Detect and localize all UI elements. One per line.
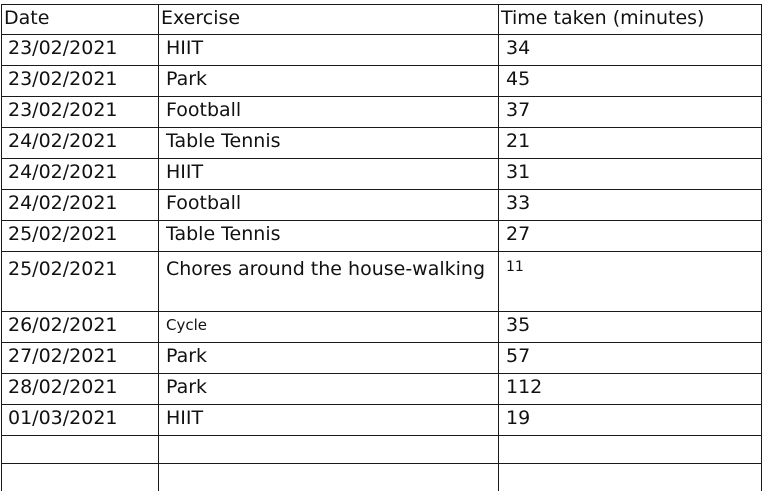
date-cell: 24/02/2021 xyxy=(2,128,159,159)
exercise-cell xyxy=(159,464,499,491)
exercise-cell: Park xyxy=(159,343,499,374)
exercise-cell: Chores around the house-walking xyxy=(159,252,499,312)
date-cell: 26/02/2021 xyxy=(2,312,159,343)
table-row xyxy=(2,159,762,190)
exercise-cell: HIIT xyxy=(159,405,499,436)
date-cell: 24/02/2021 xyxy=(2,159,159,190)
table-row xyxy=(2,190,762,221)
date-cell: 01/03/2021 xyxy=(2,405,159,436)
time-cell: 31 xyxy=(499,159,762,190)
time-cell: 35 xyxy=(499,312,762,343)
exercise-cell: Football xyxy=(159,97,499,128)
empty-table-row xyxy=(2,464,762,491)
time-cell: 11 xyxy=(499,252,762,312)
exercise-cell: HIIT xyxy=(159,35,499,66)
time-cell: 112 xyxy=(499,374,762,405)
table-row xyxy=(2,312,762,343)
table-row xyxy=(2,374,762,405)
date-cell: 23/02/2021 xyxy=(2,97,159,128)
date-cell: 24/02/2021 xyxy=(2,190,159,221)
date-cell: 23/02/2021 xyxy=(2,66,159,97)
table-row xyxy=(2,128,762,159)
exercise-cell: Park xyxy=(159,374,499,405)
exercise-cell: Football xyxy=(159,190,499,221)
date-cell xyxy=(2,464,159,491)
time-cell: 57 xyxy=(499,343,762,374)
table-row xyxy=(2,252,762,312)
header-row xyxy=(2,5,762,35)
date-cell: 25/02/2021 xyxy=(2,252,159,312)
exercise-log-table xyxy=(1,4,762,491)
time-cell: 45 xyxy=(499,66,762,97)
exercise-cell: Table Tennis xyxy=(159,128,499,159)
table-row xyxy=(2,405,762,436)
exercise-cell: Park xyxy=(159,66,499,97)
column-header-time-taken: Time taken (minutes) xyxy=(499,5,762,35)
date-cell: 23/02/2021 xyxy=(2,35,159,66)
time-cell: 34 xyxy=(499,35,762,66)
table-row xyxy=(2,35,762,66)
exercise-cell xyxy=(159,436,499,464)
time-cell: 21 xyxy=(499,128,762,159)
table-row xyxy=(2,343,762,374)
date-cell: 27/02/2021 xyxy=(2,343,159,374)
empty-table-row xyxy=(2,436,762,464)
time-cell xyxy=(499,436,762,464)
date-cell xyxy=(2,436,159,464)
time-cell: 37 xyxy=(499,97,762,128)
column-header-date: Date xyxy=(2,5,159,35)
exercise-cell: Cycle xyxy=(159,312,499,343)
table-row xyxy=(2,66,762,97)
exercise-cell: HIIT xyxy=(159,159,499,190)
time-cell: 19 xyxy=(499,405,762,436)
table-row xyxy=(2,97,762,128)
column-header-exercise: Exercise xyxy=(159,5,499,35)
time-cell: 27 xyxy=(499,221,762,252)
date-cell: 28/02/2021 xyxy=(2,374,159,405)
time-cell: 33 xyxy=(499,190,762,221)
time-cell xyxy=(499,464,762,491)
exercise-cell: Table Tennis xyxy=(159,221,499,252)
date-cell: 25/02/2021 xyxy=(2,221,159,252)
table-row xyxy=(2,221,762,252)
